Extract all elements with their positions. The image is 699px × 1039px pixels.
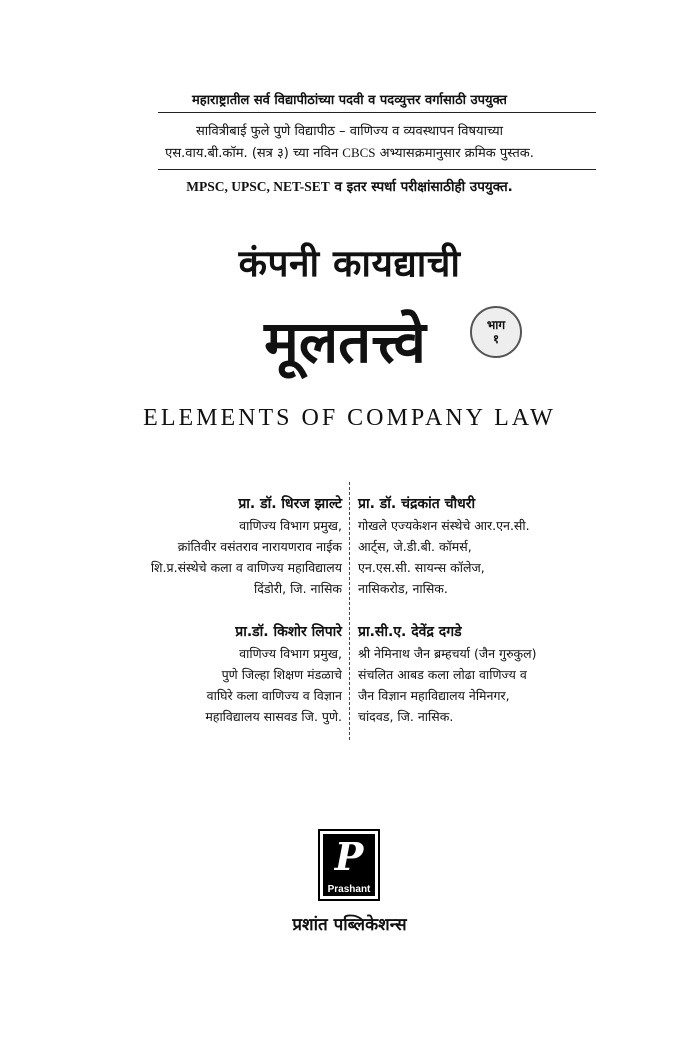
author-detail: महाविद्यालय सासवड जि. पुणे. [205, 709, 342, 724]
publisher-logo-text: Prashant [327, 884, 371, 895]
publisher-name: प्रशांत पब्लिकेशन्स [292, 915, 407, 935]
header-university-line: सावित्रीबाई फुले पुणे विद्यापीठ – वाणिज्य व व्यवस्थापन विषयाच्या [195, 124, 504, 139]
publisher-logo [318, 829, 380, 901]
author-block [358, 622, 537, 727]
author-name: प्रा. डॉ. चंद्रकांत चौधरी [358, 496, 476, 512]
author-detail: पुणे जिल्हा शिक्षण मंडळाचे [221, 667, 342, 682]
exam-usage-rest: व इतर स्पर्धा परीक्षांसाठीही उपयुक्त. [329, 179, 513, 195]
author-detail: वाघिरे कला वाणिज्य व विज्ञान [206, 688, 342, 703]
author-detail: क्रांतिवीर वसंतराव नारायणराव नाईक [177, 539, 342, 554]
author-detail: एन.एस.सी. सायन्स कॉलेज, [358, 560, 485, 575]
syllabus-text-pre: एस.वाय.बी.कॉम. (सत्र ३) च्या नविन [165, 146, 343, 161]
syllabus-text-cbcs: CBCS [342, 145, 376, 160]
part-badge-label: भाग [486, 317, 506, 332]
author-block [151, 494, 342, 599]
author-name: प्रा.डॉ. किशोर लिपारे [235, 624, 342, 640]
author-column-divider [349, 482, 350, 740]
author-block [205, 622, 342, 727]
author-detail: आर्ट्स, जे.डी.बी. कॉमर्स, [358, 539, 472, 554]
author-detail: वाणिज्य विभाग प्रमुख, [239, 646, 342, 661]
header-rule-top [158, 112, 596, 113]
syllabus-text-post: अभ्यासक्रमानुसार क्रमिक पुस्तक. [375, 146, 534, 161]
publisher-logo-mark [323, 834, 375, 896]
header-syllabus-line [0, 143, 699, 161]
author-detail: संचलित आबड कला लोढा वाणिज्य व [358, 667, 527, 682]
author-detail: गोखले एज्यकेशन संस्थेचे आर.एन.सी. [358, 518, 530, 533]
book-title-line1: कंपनी कायद्याची [238, 242, 461, 285]
book-title-line2: मूलतत्त्वे [264, 308, 426, 376]
exam-names: MPSC, UPSC, NET-SET [186, 179, 330, 194]
part-badge-number: १ [492, 332, 500, 346]
header-rule-bottom [158, 169, 596, 170]
header-usage-line: महाराष्ट्रातील सर्व विद्यापीठांच्या पदवी व पदव्युत्तर वर्गासाठी उपयुक्त [192, 93, 507, 108]
author-name: प्रा.सी.ए. देवेंद्र दगडे [358, 624, 462, 640]
author-detail: वाणिज्य विभाग प्रमुख, [239, 518, 342, 533]
author-detail: चांदवड, जि. नासिक. [358, 709, 454, 724]
publisher-logo-letter: P [334, 834, 364, 879]
author-detail: दिंडोरी, जि. नासिक [253, 581, 342, 596]
part-badge [470, 306, 522, 358]
author-detail: श्री नेमिनाथ जैन ब्रम्हचर्या (जैन गुरुकुल) [358, 646, 537, 661]
exam-usage-line [0, 177, 699, 195]
author-block [358, 494, 530, 599]
author-detail: शि.प्र.संस्थेचे कला व वाणिज्य महाविद्यालय [150, 560, 342, 575]
author-detail: जैन विज्ञान महाविद्यालय नेमिनगर, [358, 688, 510, 703]
author-detail: नासिकरोड, नासिक. [358, 581, 448, 596]
english-title: ELEMENTS OF COMPANY LAW [143, 405, 556, 431]
author-name: प्रा. डॉ. धिरज झाल्टे [238, 496, 342, 512]
